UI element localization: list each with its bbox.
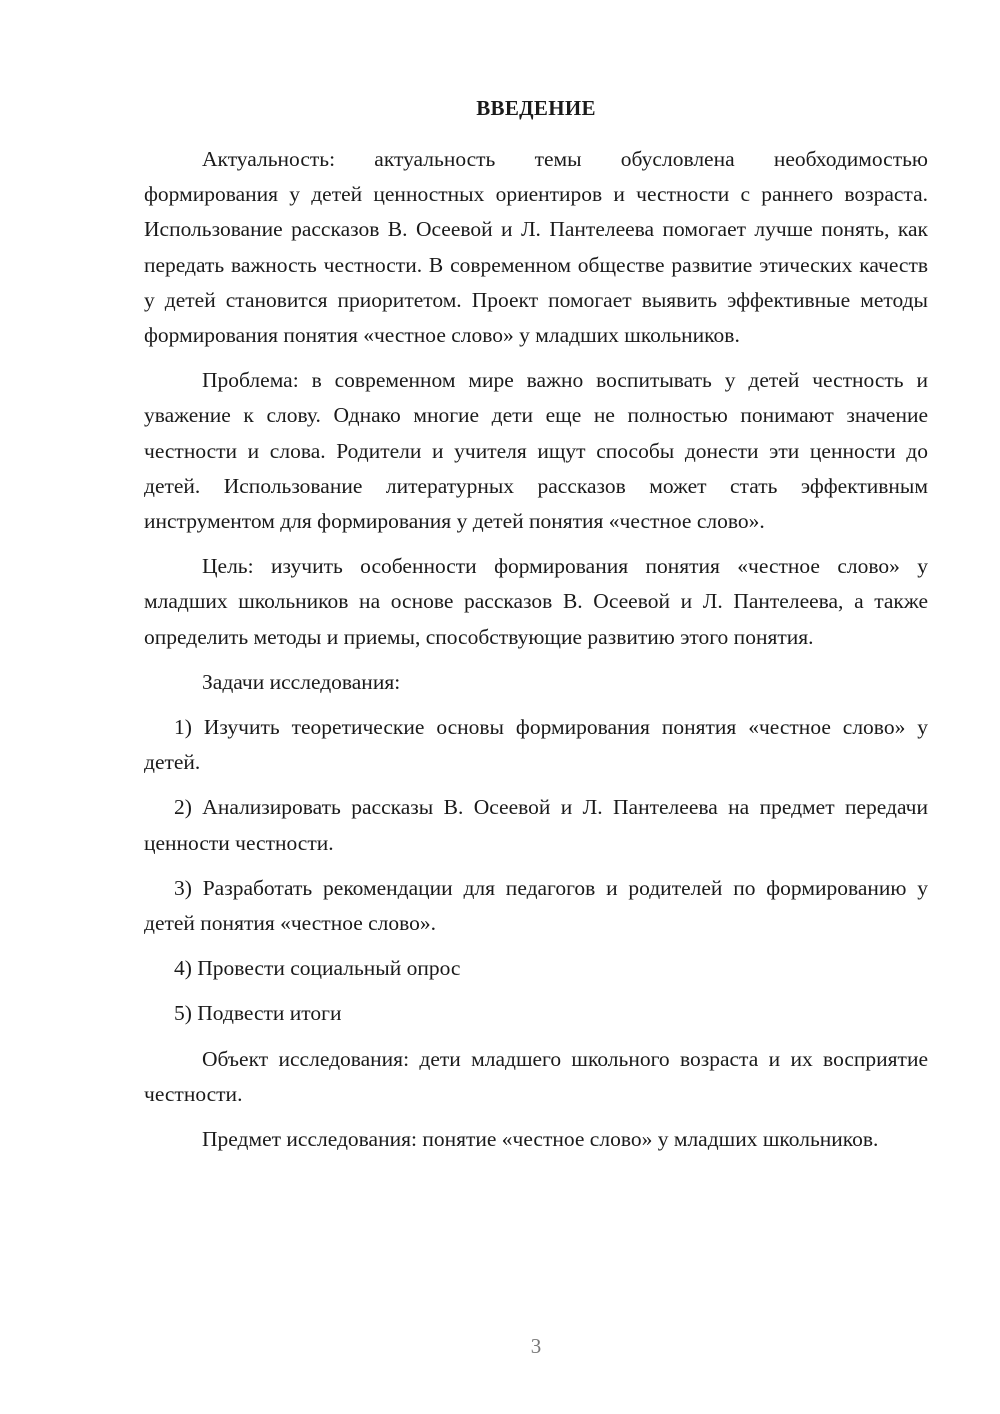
paragraph-relevance: Актуальность: актуальность темы обусловлена необходимостью формирования у детей ценностных ориентиров и честности с раннего возраста. Использование рассказов В. Осеевой и Л. Пантелеева помогает лучше понять, как передать важность честности. В современном обществе развитие этических качеств у детей становится приоритетом. Проект помогает выявить эффективные методы формирования понятия «честное слово» у младших школьников.	[144, 147, 928, 348]
task-item-3: 3) Разработать рекомендации для педагогов и родителей по формированию у детей понятия «честное слово».	[144, 875, 928, 936]
paragraph-object: Объект исследования: дети младшего школьного возраста и их восприятие честности.	[144, 1046, 928, 1106]
task-item-2: 2) Анализировать рассказы В. Осеевой и Л. Пантелеева на предмет передачи ценности честности.	[144, 795, 928, 855]
page-number: 3	[530, 1334, 542, 1358]
page-title: ВВЕДЕНИЕ	[476, 96, 596, 120]
task-item-1: 1) Изучить теоретические основы формирования понятия «честное слово» у детей.	[144, 715, 928, 775]
document-body	[144, 142, 928, 1167]
task-item-4: 4) Провести социальный опрос	[174, 956, 461, 981]
tasks-heading: Задачи исследования:	[202, 669, 401, 694]
paragraph-goal: Цель: изучить особенности формирования понятия «честное слово» у младших школьников на основе рассказов В. Осеевой и Л. Пантелеева, а также определить методы и приемы, способствующие развитию этого понятия.	[144, 554, 928, 649]
tasks-list	[144, 710, 928, 1032]
paragraph-problem: Проблема: в современном мире важно воспитывать у детей честность и уважение к слову. Однако многие дети еще не полностью понимают значение честности и слова. Родители и учителя ищут способы донести эти ценности до детей. Использование литературных рассказов может стать эффективным инструментом для формирования у детей понятия «честное слово».	[144, 368, 928, 534]
paragraph-subject: Предмет исследования: понятие «честное слово» у младших школьников.	[202, 1127, 879, 1152]
task-item-5: 5) Подвести итоги	[174, 1001, 342, 1026]
